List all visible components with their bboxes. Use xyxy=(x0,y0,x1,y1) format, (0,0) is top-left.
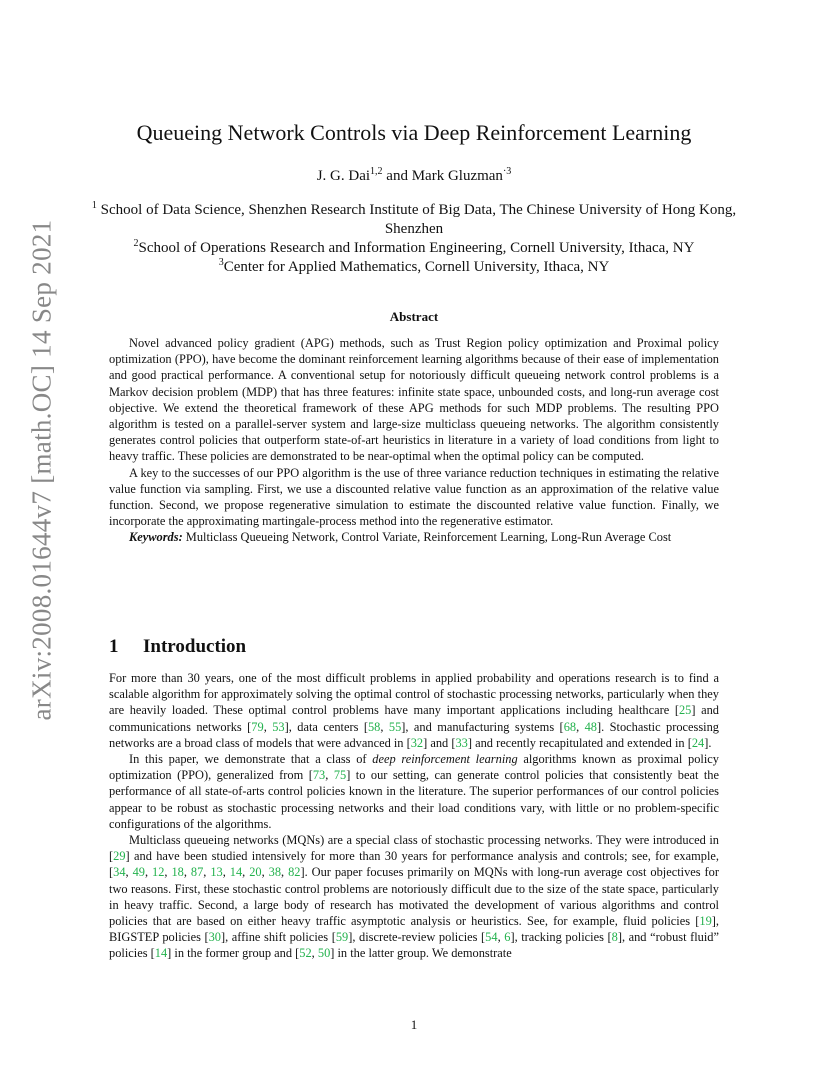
affiliation-1-text: School of Data Science, Shenzhen Research Institute of Big Data, The Chinese University of Hong Kong, Shenzhen xyxy=(96,202,737,237)
affiliation-2-text: School of Operations Research and Information Engineering, Cornell University, Ithaca, NY xyxy=(138,240,695,256)
citation-link[interactable]: 18 xyxy=(171,865,184,880)
body-text-run: ]. xyxy=(704,735,712,750)
affiliation-3-sup: 3 xyxy=(218,257,224,268)
author-conjunction: and xyxy=(382,168,412,184)
body-text-run: ], and manufacturing systems [ xyxy=(401,719,564,734)
author-line xyxy=(0,168,828,185)
body-text-run: ] and have been studied intensively for more than 30 years for performance analysis and controls; see, for example, [ xyxy=(109,849,719,880)
body-text-run: , xyxy=(576,719,585,734)
citation-link[interactable]: 55 xyxy=(388,719,402,734)
affiliation-3 xyxy=(80,258,748,277)
body-text-run: ]. Stochastic processing networks are a broad class of models that were advanced in [ xyxy=(109,719,719,750)
page-number: 1 xyxy=(410,1017,418,1032)
citation-link[interactable]: 79 xyxy=(251,719,264,734)
body-text-run: ] and recently recapitulated and extended in [ xyxy=(467,735,692,750)
citation-link[interactable]: 14 xyxy=(229,865,243,880)
affiliation-3-text: Center for Applied Mathematics, Cornell University, Ithaca, NY xyxy=(223,259,610,275)
citation-link[interactable]: 34 xyxy=(113,865,126,880)
citation-link[interactable]: 48 xyxy=(584,719,597,734)
citation-link[interactable]: 30 xyxy=(208,930,221,945)
citation-link[interactable]: 59 xyxy=(335,930,349,945)
citation-link[interactable]: 6 xyxy=(504,930,511,945)
keywords xyxy=(109,529,719,545)
citation-link[interactable]: 75 xyxy=(333,768,347,783)
citation-link[interactable]: 12 xyxy=(152,865,165,880)
citation-link[interactable]: 8 xyxy=(611,930,618,945)
body-text-run: Multiclass queueing networks (MQNs) are a special class of stochastic processing networks. They were introduced in [ xyxy=(109,833,719,864)
abstract-paragraph-1: Novel advanced policy gradient (APG) methods, such as Trust Region policy optimization and Proximal policy optimization (PPO), have become the dominant reinforcement learning algorithms because of their ease of implementation and good practical performance. A conventional setup for notoriously difficult queueing network control problems is a Markov decision problem (MDP) that has three features: infinite state space, unbounded costs, and long-run average cost objective. We extend the theoretical framework of these APG methods for such MDP problems. The resulting PPO algorithm is tested on a parallel-server system and large-size multiclass queueing networks. The algorithm consistently generates control policies that outperform state-of-art heuristics in literature in a variety of load conditions from light to heavy traffic. These policies are demonstrated to be near-optimal when the optimal policy can be computed. xyxy=(109,336,719,464)
affiliation-1-sup: 1 xyxy=(91,200,97,211)
affiliation-2 xyxy=(80,239,748,258)
citation-link[interactable]: 33 xyxy=(455,735,468,750)
body-text-run: ], tracking policies [ xyxy=(510,930,612,945)
arxiv-stamp xyxy=(22,219,62,721)
body-text-run: , xyxy=(242,865,250,880)
citation-link[interactable]: 87 xyxy=(190,865,204,880)
citation-link[interactable]: 53 xyxy=(272,719,285,734)
body-text-run: , xyxy=(164,865,172,880)
paper-title: Queueing Network Controls via Deep Reinforcement Learning xyxy=(136,120,692,145)
citation-link[interactable]: 52 xyxy=(299,946,312,961)
citation-link[interactable]: 38 xyxy=(268,865,282,880)
body-text-run: , xyxy=(222,865,230,880)
intro-paragraph-1 xyxy=(109,670,719,751)
citation-link[interactable]: 54 xyxy=(485,930,498,945)
body-text-run: ]. Our paper focuses primarily on MQNs with long-run average cost objectives for two reasons. First, these stochastic control problems are notoriously difficult due to the size of the state space, particularly in heavy traffic. Second, a large body of research has motivated the development of various algorithms and control policies that are based on either heavy traffic asymptotic analysis or heuristics. See, for example, fluid policies [ xyxy=(109,865,720,929)
citation-link[interactable]: 58 xyxy=(367,719,381,734)
section-number: 1 xyxy=(109,636,119,657)
author-1: J. G. Dai xyxy=(316,168,371,184)
citation-link[interactable]: 68 xyxy=(563,719,577,734)
body-text-run: For more than 30 years, one of the most difficult problems in applied probability and operations research is to find a scalable algorithm for approximately solving the optimal control of stochastic processing networks, particularly when they are heavily loaded. These optimal control problems have many important applications including healthcare [ xyxy=(109,671,719,718)
body-text-run: ], and “robust fluid” policies [ xyxy=(109,930,720,961)
author-1-affil: 1,2 xyxy=(370,166,383,177)
section-heading xyxy=(109,636,246,658)
citation-link[interactable]: 29 xyxy=(113,849,126,864)
body-text-run: ], affine shift policies [ xyxy=(220,930,336,945)
emphasis-text: deep reinforcement learning xyxy=(372,752,518,767)
citation-link[interactable]: 24 xyxy=(691,735,705,750)
body-text-run: ] to our setting, can generate control policies that consistently beat the performance of all state-of-arts control policies known in the literature. The superior performances of our control policies appear to be robust as stochastic processing networks and their load conditions vary, with little or no problem-specific configurations of the algorithms. xyxy=(109,768,719,831)
citation-link[interactable]: 13 xyxy=(210,865,223,880)
intro-paragraph-3 xyxy=(109,832,719,962)
body-text-run: ], BIGSTEP policies [ xyxy=(109,914,719,945)
affiliation-1 xyxy=(80,201,748,239)
body-text-run: ] and [ xyxy=(423,735,456,750)
author-2: Mark Gluzman xyxy=(411,168,503,184)
citation-link[interactable]: 49 xyxy=(132,865,145,880)
abstract-heading: Abstract xyxy=(389,309,439,324)
arxiv-stamp-text: arXiv:2008.01644v7 [math.OC] 14 Sep 2021 xyxy=(26,219,57,721)
intro-paragraph-2 xyxy=(109,751,719,832)
citation-link[interactable]: 19 xyxy=(699,914,712,929)
body-text-run: , xyxy=(203,865,211,880)
body-text-run: , xyxy=(325,768,334,783)
section-title: Introduction xyxy=(143,636,247,657)
body-text-run: In this paper, we demonstrate that a class of xyxy=(129,752,373,767)
affiliation-2-sup: 2 xyxy=(133,238,139,249)
body-text-run: algorithms known as proximal policy optimization (PPO), generalized from [ xyxy=(109,752,719,783)
citation-link[interactable]: 73 xyxy=(312,768,326,783)
citation-link[interactable]: 82 xyxy=(288,865,301,880)
body-text-run: , xyxy=(380,719,389,734)
body-text-run: , xyxy=(144,865,153,880)
body-text-run: , xyxy=(261,865,269,880)
body-text-run: ] in the former group and [ xyxy=(167,946,300,961)
body-text-run: ], data centers [ xyxy=(284,719,368,734)
author-2-affil: ·3 xyxy=(502,166,512,177)
citation-link[interactable]: 25 xyxy=(678,703,692,718)
keywords-label: Keywords: xyxy=(129,530,183,545)
body-text-run: ] in the latter group. We demonstrate xyxy=(330,946,512,961)
keywords-text: Multiclass Queueing Network, Control Variate, Reinforcement Learning, Long-Run Average Cost xyxy=(182,530,672,545)
body-text-run: , xyxy=(311,946,318,961)
body-text-run: , xyxy=(281,865,289,880)
citation-link[interactable]: 20 xyxy=(249,865,262,880)
body-text-run: , xyxy=(183,865,191,880)
body-text-run: , xyxy=(497,930,505,945)
abstract-body xyxy=(109,335,719,546)
citation-link[interactable]: 50 xyxy=(317,946,331,961)
body-text-run: ] and communications networks [ xyxy=(109,703,719,734)
abstract-paragraph-2: A key to the successes of our PPO algorithm is the use of three variance reduction techniques in estimating the relative value function via sampling. First, we use a discounted relative value function as an approximation of the relative value function. Second, we propose regenerative simulation to estimate the discounted relative value function. Finally, we incorporate the approximating martingale-process method into the regenerative estimator. xyxy=(109,465,719,529)
body-text-run: ], discrete-review policies [ xyxy=(348,930,486,945)
body-text-run: , xyxy=(125,865,133,880)
citation-link[interactable]: 32 xyxy=(410,735,424,750)
intro-body xyxy=(109,670,719,962)
citation-link[interactable]: 14 xyxy=(154,946,168,961)
body-text-run: , xyxy=(263,719,273,734)
